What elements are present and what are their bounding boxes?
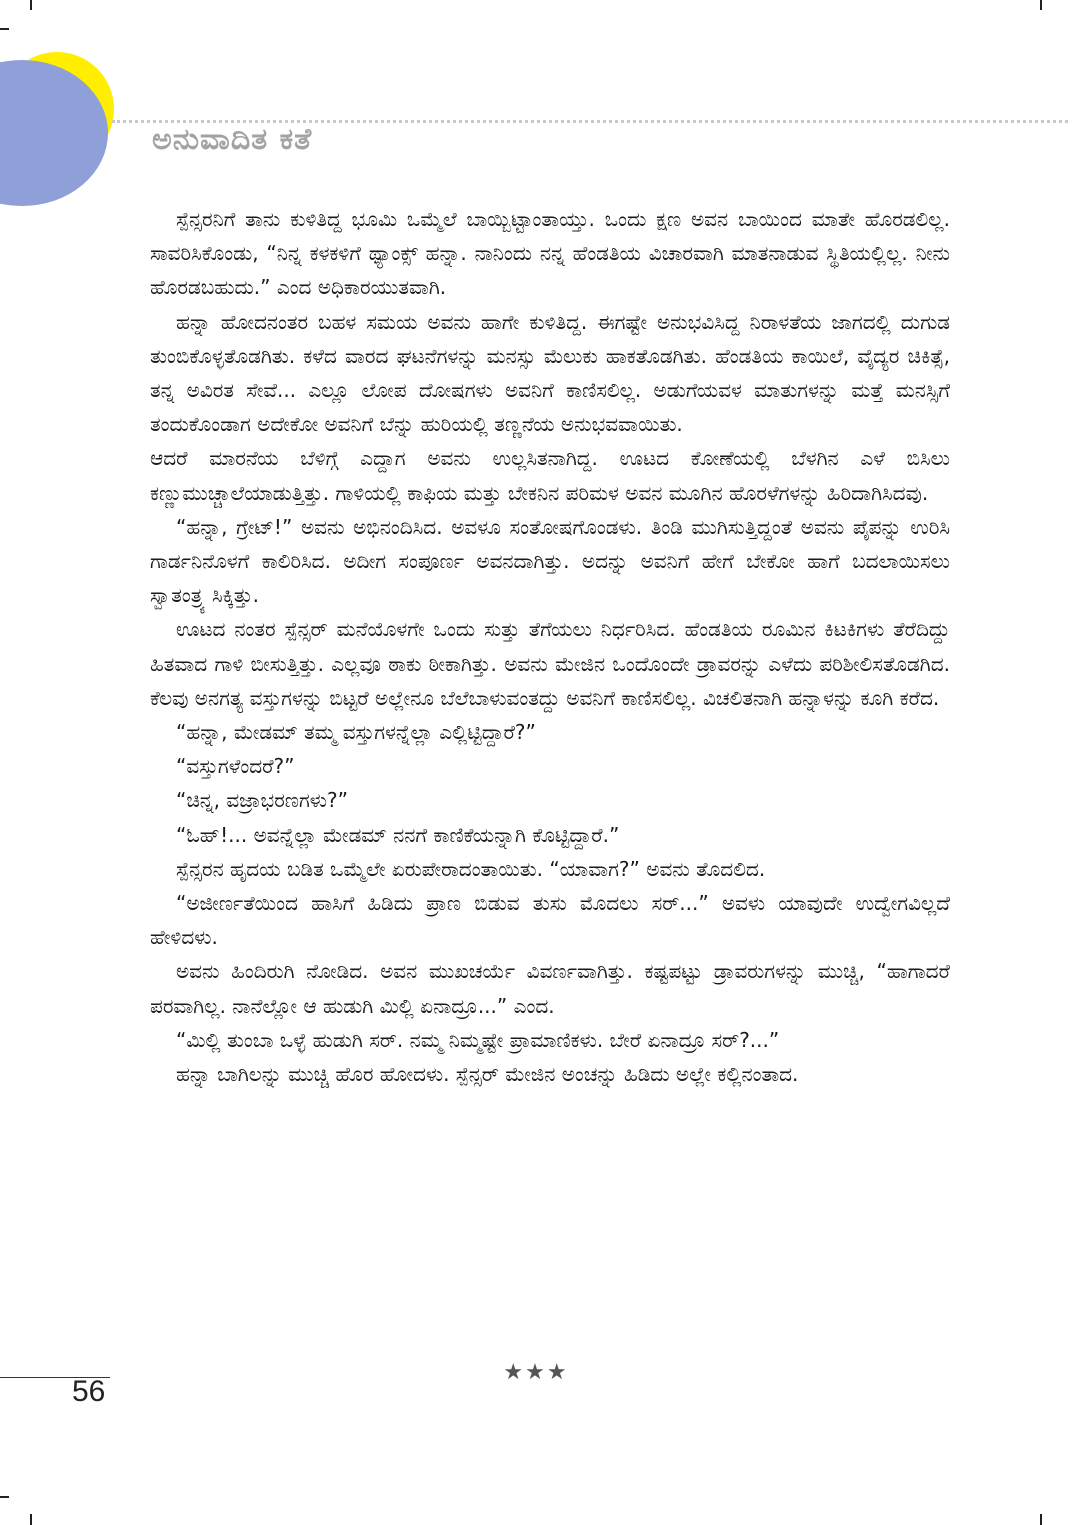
paragraph: “ಹನ್ನಾ, ಮೇಡಮ್ ತಮ್ಮ ವಸ್ತುಗಳನ್ನೆಲ್ಲಾ ಎಲ್ಲಿಟ್ಟಿದ್ದಾರೆ?” [176, 720, 536, 745]
decorative-blue-circle-wrap [0, 60, 108, 206]
paragraph: ಸ್ಪೆನ್ಸರನ ಹೃದಯ ಬಡಿತ ಒಮ್ಮೆಲೇ ಏರುಪೇರಾದಂತಾಯಿತು. “ಯಾವಾಗ?” ಅವನು ತೊದಲಿದ. [176, 856, 766, 881]
paragraph: “ಅಜೀರ್ಣತೆಯಿಂದ ಹಾಸಿಗೆ ಹಿಡಿದು ಪ್ರಾಣ ಬಿಡುವ ತುಸು ಮೊದಲು ಸರ್...” ಅವಳು ಯಾವುದೇ ಉದ್ವೇಗವಿಲ್ಲದೆ ಹೇಳಿದಳು. [150, 891, 950, 950]
decorative-blue-circle [0, 60, 108, 206]
crop-mark-bottom-right [1040, 1514, 1042, 1525]
paragraph: ಆದರೆ ಮಾರನೆಯ ಬೆಳಿಗ್ಗೆ ಎದ್ದಾಗ ಅವನು ಉಲ್ಲಸಿತನಾಗಿದ್ದ. ಊಟದ ಕೋಣೆಯಲ್ಲಿ ಬೆಳಗಿನ ಎಳೆ ಬಿಸಿಲು ಕಣ್ಣುಮುಚ್ಚಾಲೆಯಾಡುತ್ತಿತ್ತು. ಗಾಳಿಯಲ್ಲಿ ಕಾಫಿಯ ಮತ್ತು ಬೇಕನಿನ ಪರಿಮಳ ಅವನ ಮೂಗಿನ ಹೊರಳೆಗಳನ್ನು ಹಿರಿದಾಗಿಸಿದವು. [150, 446, 950, 505]
crop-mark-left-upper [0, 28, 9, 30]
paragraph: “ಚಿನ್ನ, ವಜ್ರಾಭರಣಗಳು?” [176, 788, 348, 813]
paragraph: “ಹನ್ನಾ, ಗ್ರೇಟ್!” ಅವನು ಅಭಿನಂದಿಸಿದ. ಅವಳೂ ಸಂತೋಷಗೊಂಡಳು. ತಿಂಡಿ ಮುಗಿಸುತ್ತಿದ್ದಂತೆ ಅವನು ಪೈಪನ್ನು ಉರಿಸಿ ಗಾರ್ಡನಿನೊಳಗೆ ಕಾಲಿರಿಸಿದ. ಅದೀಗ ಸಂಪೂರ್ಣ ಅವನದಾಗಿತ್ತು. ಅದನ್ನು ಅವನಿಗೆ ಹೇಗೆ ಬೇಕೋ ಹಾಗೆ ಬದಲಾಯಿಸಲು ಸ್ವಾತಂತ್ರ್ಯ ಸಿಕ್ಕಿತ್ತು. [150, 514, 950, 608]
page-number: 56 [72, 1375, 106, 1408]
crop-mark-top-right [1040, 0, 1042, 10]
paragraph: ಅವನು ಹಿಂದಿರುಗಿ ನೋಡಿದ. ಅವನ ಮುಖಚರ್ಯೆ ವಿವರ್ಣವಾಗಿತ್ತು. ಕಷ್ಟಪಟ್ಟು ಡ್ರಾವರುಗಳನ್ನು ಮುಚ್ಚಿ, “ಹಾಗಾದರೆ ಪರವಾಗಿಲ್ಲ. ನಾನೆಲ್ಲೋ ಆ ಹುಡುಗಿ ಮಿಲ್ಲಿ ಏನಾದ್ರೂ...” ಎಂದ. [150, 959, 950, 1018]
paragraph: “ವಸ್ತುಗಳೆಂದರೆ?” [176, 754, 295, 779]
paragraph: “ಓಹ್!... ಅವನ್ನೆಲ್ಲಾ ಮೇಡಮ್ ನನಗೆ ಕಾಣಿಕೆಯನ್ನಾಗಿ ಕೊಟ್ಟಿದ್ದಾರೆ.” [176, 822, 620, 847]
paragraph: ಹನ್ನಾ ಹೋದನಂತರ ಬಹಳ ಸಮಯ ಅವನು ಹಾಗೇ ಕುಳಿತಿದ್ದ. ಈಗಷ್ಟೇ ಅನುಭವಿಸಿದ್ದ ನಿರಾಳತೆಯ ಜಾಗದಲ್ಲಿ ದುಗುಡ ತುಂಬಿಕೊಳ್ಳತೊಡಗಿತು. ಕಳೆದ ವಾರದ ಘಟನೆಗಳನ್ನು ಮನಸ್ಸು ಮೆಲುಕು ಹಾಕತೊಡಗಿತು. ಹೆಂಡತಿಯ ಕಾಯಿಲೆ, ವೈದ್ಯರ ಚಿಕಿತ್ಸೆ, ತನ್ನ ಅವಿರತ ಸೇವೆ... ಎಲ್ಲೂ ಲೋಪ ದೋಷಗಳು ಅವನಿಗೆ ಕಾಣಿಸಲಿಲ್ಲ. ಅಡುಗೆಯವಳ ಮಾತುಗಳನ್ನು ಮತ್ತೆ ಮನಸ್ಸಿಗೆ ತಂದುಕೊಂಡಾಗ ಅದೇಕೋ ಅವನಿಗೆ ಬೆನ್ನು ಹುರಿಯಲ್ಲಿ ತಣ್ಣನೆಯ ಅನುಭವವಾಯಿತು. [150, 309, 950, 437]
paragraph: “ಮಿಲ್ಲಿ ತುಂಬಾ ಒಳ್ಳೆ ಹುಡುಗಿ ಸರ್. ನಮ್ಮ ನಿಮ್ಮಷ್ಟೇ ಪ್ರಾಮಾಣಿಕಳು. ಬೇರೆ ಏನಾದ್ರೂ ಸರ್?...” [176, 1027, 780, 1052]
paragraph: ಹನ್ನಾ ಬಾಗಿಲನ್ನು ಮುಚ್ಚಿ ಹೊರ ಹೋದಳು. ಸ್ಪೆನ್ಸರ್ ಮೇಜಿನ ಅಂಚನ್ನು ಹಿಡಿದು ಅಲ್ಲೇ ಕಲ್ಲಿನಂತಾದ. [176, 1062, 799, 1087]
section-end-ornament: ★★★ [503, 1360, 569, 1385]
story-body [150, 202, 950, 1091]
crop-mark-left-lower [0, 1496, 9, 1498]
crop-mark-bottom-left [30, 1514, 32, 1525]
paragraph: ಸ್ಪೆನ್ಸರನಿಗೆ ತಾನು ಕುಳಿತಿದ್ದ ಭೂಮಿ ಒಮ್ಮೆಲೆ ಬಾಯ್ಬಿಟ್ಟಾಂತಾಯ್ತು. ಒಂದು ಕ್ಷಣ ಅವನ ಬಾಯಿಂದ ಮಾತೇ ಹೊರಡಲಿಲ್ಲ. ಸಾವರಿಸಿಕೊಂಡು, “ನಿನ್ನ ಕಳಕಳಿಗೆ ಥ್ಯಾಂಕ್ಸ್ ಹನ್ನಾ. ನಾನಿಂದು ನನ್ನ ಹೆಂಡತಿಯ ವಿಚಾರವಾಗಿ ಮಾತನಾಡುವ ಸ್ಥಿತಿಯಲ್ಲಿಲ್ಲ. ನೀನು ಹೊರಡಬಹುದು.” ಎಂದ ಅಧಿಕಾರಯುತವಾಗಿ. [150, 207, 950, 300]
section-title: ಅನುವಾದಿತ ಕತೆ [152, 122, 313, 157]
paragraph: ಊಟದ ನಂತರ ಸ್ಪೆನ್ಸರ್ ಮನೆಯೊಳಗೇ ಒಂದು ಸುತ್ತು ತೆಗೆಯಲು ನಿರ್ಧರಿಸಿದ. ಹೆಂಡತಿಯ ರೂಮಿನ ಕಿಟಕಿಗಳು ತೆರೆದಿದ್ದು ಹಿತವಾದ ಗಾಳಿ ಬೀಸುತ್ತಿತ್ತು. ಎಲ್ಲವೂ ಠಾಕು ಠೀಕಾಗಿತ್ತು. ಅವನು ಮೇಜಿನ ಒಂದೊಂದೇ ಡ್ರಾವರನ್ನು ಎಳೆದು ಪರಿಶೀಲಿಸತೊಡಗಿದ. ಕೆಲವು ಅನಗತ್ಯ ವಸ್ತುಗಳನ್ನು ಬಿಟ್ಟರೆ ಅಲ್ಲೇನೂ ಬೆಲೆಬಾಳುವಂತದ್ದು ಅವನಿಗೆ ಕಾಣಿಸಲಿಲ್ಲ. ವಿಚಲಿತನಾಗಿ ಹನ್ನಾಳನ್ನು ಕೂಗಿ ಕರೆದ. [150, 617, 950, 710]
crop-mark-top-left [30, 0, 32, 10]
